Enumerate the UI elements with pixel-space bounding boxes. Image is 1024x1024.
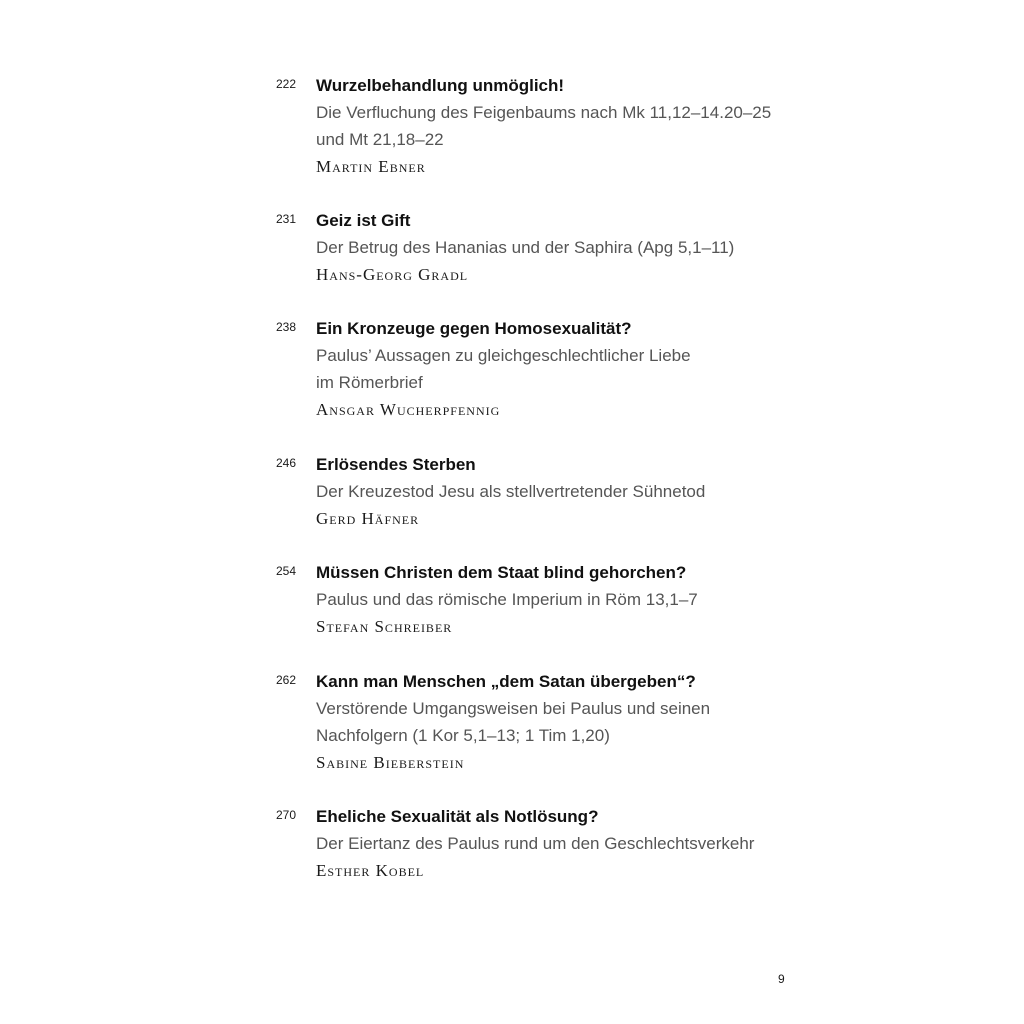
entry-author: Martin Ebner <box>316 157 426 176</box>
entry-author: Ansgar Wucherpfennig <box>316 400 501 419</box>
entry-author: Stefan Schreiber <box>316 617 453 636</box>
entry-page-number: 254 <box>276 564 297 578</box>
entry-author: Sabine Bieberstein <box>316 753 465 772</box>
entry-subtitle <box>316 342 796 396</box>
entry-subtitle-line: Die Verfluchung des Feigenbaums nach Mk 11,12–14.20–25 <box>316 103 772 122</box>
entry-subtitle <box>316 695 796 749</box>
entry-author: Gerd Häfner <box>316 509 420 528</box>
entry-content <box>316 668 796 776</box>
entry-page-number: 222 <box>276 77 297 91</box>
entry-page-number: 246 <box>276 456 297 470</box>
entry-author: Esther Kobel <box>316 861 425 880</box>
entry-title: Geiz ist Gift <box>316 211 411 230</box>
entry-subtitle <box>316 586 796 613</box>
entry-subtitle-line: Der Eiertanz des Paulus rund um den Geschlechtsverkehr <box>316 834 755 853</box>
entry-subtitle <box>316 234 796 261</box>
entry-page-number: 270 <box>276 808 297 822</box>
entry-content <box>316 72 796 180</box>
entry-title: Ein Kronzeuge gegen Homosexualität? <box>316 319 632 338</box>
entry-subtitle-line: Der Kreuzestod Jesu als stellvertretender Sühnetod <box>316 482 706 501</box>
entry-subtitle-line: Verstörende Umgangsweisen bei Paulus und seinen <box>316 699 711 718</box>
entry-page-number: 238 <box>276 320 297 334</box>
entry-author: Hans-Georg Gradl <box>316 265 469 284</box>
entry-subtitle <box>316 478 796 505</box>
entry-title: Erlösendes Sterben <box>316 455 476 474</box>
entry-content <box>316 207 796 288</box>
entry-subtitle <box>316 830 796 857</box>
entry-title: Wurzelbehandlung unmöglich! <box>316 76 565 95</box>
entry-title: Kann man Menschen „dem Satan übergeben“? <box>316 672 696 691</box>
entry-content <box>316 315 796 423</box>
folio-page-number: 9 <box>778 972 785 986</box>
entry-title: Müssen Christen dem Staat blind gehorchen? <box>316 563 687 582</box>
entry-content <box>316 803 796 884</box>
entry-subtitle <box>316 99 796 153</box>
entry-page-number: 262 <box>276 673 297 687</box>
entry-subtitle-line: im Römerbrief <box>316 373 423 392</box>
entry-content <box>316 451 796 532</box>
entry-title: Eheliche Sexualität als Notlösung? <box>316 807 599 826</box>
entry-subtitle-line: Nachfolgern (1 Kor 5,1–13; 1 Tim 1,20) <box>316 726 610 745</box>
entry-subtitle-line: und Mt 21,18–22 <box>316 130 444 149</box>
entry-subtitle-line: Paulus’ Aussagen zu gleichgeschlechtlicher Liebe <box>316 346 691 365</box>
entry-page-number: 231 <box>276 212 297 226</box>
entry-content <box>316 559 796 640</box>
entry-subtitle-line: Paulus und das römische Imperium in Röm 13,1–7 <box>316 590 698 609</box>
entry-subtitle-line: Der Betrug des Hananias und der Saphira (Apg 5,1–11) <box>316 238 735 257</box>
